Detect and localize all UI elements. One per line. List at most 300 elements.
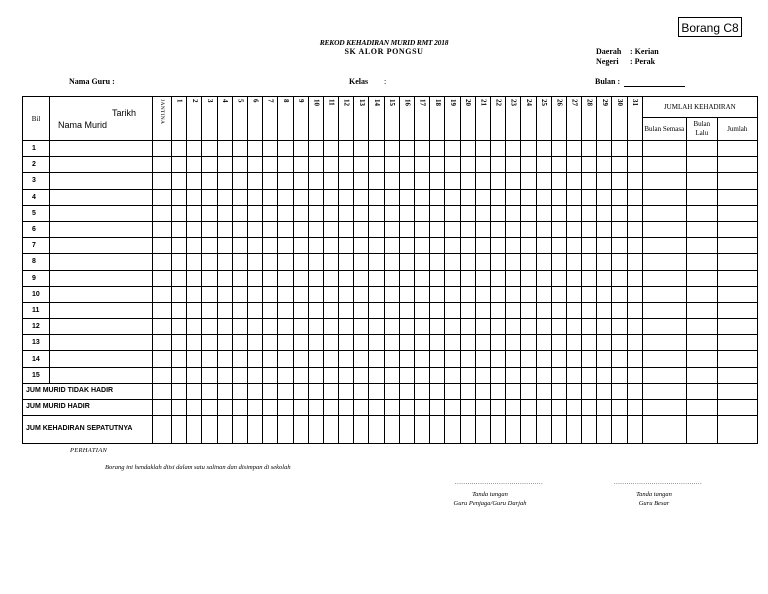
- attendance-cell[interactable]: [521, 383, 536, 399]
- attendance-cell[interactable]: [460, 157, 475, 173]
- attendance-cell[interactable]: [686, 141, 717, 157]
- attendance-cell[interactable]: [153, 415, 172, 443]
- attendance-cell[interactable]: [717, 319, 757, 335]
- attendance-cell[interactable]: [415, 415, 430, 443]
- student-name-cell[interactable]: [50, 157, 153, 173]
- attendance-cell[interactable]: [551, 302, 566, 318]
- attendance-cell[interactable]: [521, 173, 536, 189]
- attendance-cell[interactable]: [354, 141, 369, 157]
- attendance-cell[interactable]: [399, 141, 414, 157]
- attendance-cell[interactable]: [521, 399, 536, 415]
- attendance-cell[interactable]: [597, 383, 612, 399]
- attendance-cell[interactable]: [187, 254, 202, 270]
- attendance-cell[interactable]: [172, 270, 187, 286]
- attendance-cell[interactable]: [278, 157, 293, 173]
- attendance-cell[interactable]: [597, 415, 612, 443]
- attendance-cell[interactable]: [597, 367, 612, 383]
- attendance-cell[interactable]: [293, 351, 308, 367]
- attendance-cell[interactable]: [399, 415, 414, 443]
- attendance-cell[interactable]: [172, 399, 187, 415]
- attendance-cell[interactable]: [247, 141, 262, 157]
- attendance-cell[interactable]: [232, 286, 247, 302]
- attendance-cell[interactable]: [460, 335, 475, 351]
- signature-line-headmaster[interactable]: ..........................................: [614, 480, 703, 486]
- attendance-cell[interactable]: [460, 367, 475, 383]
- attendance-cell[interactable]: [339, 205, 354, 221]
- attendance-cell[interactable]: [263, 399, 278, 415]
- attendance-cell[interactable]: [612, 351, 627, 367]
- attendance-cell[interactable]: [202, 415, 217, 443]
- attendance-cell[interactable]: [263, 335, 278, 351]
- attendance-cell[interactable]: [278, 319, 293, 335]
- attendance-cell[interactable]: [187, 286, 202, 302]
- attendance-cell[interactable]: [566, 335, 581, 351]
- attendance-cell[interactable]: [521, 415, 536, 443]
- attendance-cell[interactable]: [642, 173, 686, 189]
- attendance-cell[interactable]: [686, 415, 717, 443]
- attendance-cell[interactable]: [551, 157, 566, 173]
- attendance-cell[interactable]: [217, 286, 232, 302]
- attendance-cell[interactable]: [323, 205, 338, 221]
- attendance-cell[interactable]: [475, 286, 490, 302]
- attendance-cell[interactable]: [399, 351, 414, 367]
- attendance-cell[interactable]: [384, 302, 399, 318]
- attendance-cell[interactable]: [278, 254, 293, 270]
- attendance-cell[interactable]: [642, 383, 686, 399]
- attendance-cell[interactable]: [384, 335, 399, 351]
- attendance-cell[interactable]: [263, 319, 278, 335]
- attendance-cell[interactable]: [323, 367, 338, 383]
- attendance-cell[interactable]: [232, 254, 247, 270]
- attendance-cell[interactable]: [153, 270, 172, 286]
- attendance-cell[interactable]: [217, 189, 232, 205]
- attendance-cell[interactable]: [232, 319, 247, 335]
- attendance-cell[interactable]: [582, 383, 597, 399]
- student-name-cell[interactable]: [50, 351, 153, 367]
- attendance-cell[interactable]: [339, 319, 354, 335]
- attendance-cell[interactable]: [339, 270, 354, 286]
- attendance-cell[interactable]: [460, 351, 475, 367]
- attendance-cell[interactable]: [415, 270, 430, 286]
- attendance-cell[interactable]: [551, 221, 566, 237]
- attendance-cell[interactable]: [293, 415, 308, 443]
- attendance-cell[interactable]: [293, 254, 308, 270]
- attendance-cell[interactable]: [686, 221, 717, 237]
- attendance-cell[interactable]: [612, 367, 627, 383]
- attendance-cell[interactable]: [247, 157, 262, 173]
- attendance-cell[interactable]: [232, 367, 247, 383]
- attendance-cell[interactable]: [582, 335, 597, 351]
- attendance-cell[interactable]: [445, 286, 460, 302]
- attendance-cell[interactable]: [172, 367, 187, 383]
- attendance-cell[interactable]: [536, 270, 551, 286]
- attendance-cell[interactable]: [460, 238, 475, 254]
- attendance-cell[interactable]: [172, 335, 187, 351]
- attendance-cell[interactable]: [384, 254, 399, 270]
- attendance-cell[interactable]: [475, 254, 490, 270]
- attendance-cell[interactable]: [415, 319, 430, 335]
- attendance-cell[interactable]: [202, 367, 217, 383]
- attendance-cell[interactable]: [717, 238, 757, 254]
- attendance-cell[interactable]: [172, 286, 187, 302]
- attendance-cell[interactable]: [217, 367, 232, 383]
- attendance-cell[interactable]: [627, 238, 642, 254]
- attendance-cell[interactable]: [627, 254, 642, 270]
- attendance-cell[interactable]: [293, 270, 308, 286]
- attendance-cell[interactable]: [506, 351, 521, 367]
- attendance-cell[interactable]: [263, 415, 278, 443]
- attendance-cell[interactable]: [551, 254, 566, 270]
- attendance-cell[interactable]: [384, 399, 399, 415]
- attendance-cell[interactable]: [551, 205, 566, 221]
- attendance-cell[interactable]: [369, 335, 384, 351]
- attendance-cell[interactable]: [717, 335, 757, 351]
- student-name-cell[interactable]: [50, 189, 153, 205]
- attendance-cell[interactable]: [445, 238, 460, 254]
- attendance-cell[interactable]: [597, 205, 612, 221]
- attendance-cell[interactable]: [551, 367, 566, 383]
- attendance-cell[interactable]: [566, 383, 581, 399]
- attendance-cell[interactable]: [217, 399, 232, 415]
- attendance-cell[interactable]: [247, 319, 262, 335]
- attendance-cell[interactable]: [612, 221, 627, 237]
- attendance-cell[interactable]: [717, 189, 757, 205]
- attendance-cell[interactable]: [384, 157, 399, 173]
- attendance-cell[interactable]: [202, 254, 217, 270]
- attendance-cell[interactable]: [202, 141, 217, 157]
- attendance-cell[interactable]: [566, 302, 581, 318]
- attendance-cell[interactable]: [308, 141, 323, 157]
- attendance-cell[interactable]: [293, 302, 308, 318]
- attendance-cell[interactable]: [308, 221, 323, 237]
- attendance-cell[interactable]: [612, 335, 627, 351]
- attendance-cell[interactable]: [339, 399, 354, 415]
- attendance-cell[interactable]: [430, 221, 445, 237]
- attendance-cell[interactable]: [339, 383, 354, 399]
- attendance-cell[interactable]: [172, 221, 187, 237]
- attendance-cell[interactable]: [582, 286, 597, 302]
- attendance-cell[interactable]: [217, 238, 232, 254]
- attendance-cell[interactable]: [686, 351, 717, 367]
- attendance-cell[interactable]: [686, 399, 717, 415]
- attendance-cell[interactable]: [415, 205, 430, 221]
- attendance-cell[interactable]: [232, 221, 247, 237]
- attendance-cell[interactable]: [686, 319, 717, 335]
- attendance-cell[interactable]: [263, 254, 278, 270]
- attendance-cell[interactable]: [293, 319, 308, 335]
- attendance-cell[interactable]: [384, 221, 399, 237]
- attendance-cell[interactable]: [430, 238, 445, 254]
- attendance-cell[interactable]: [475, 399, 490, 415]
- attendance-cell[interactable]: [187, 205, 202, 221]
- attendance-cell[interactable]: [612, 238, 627, 254]
- attendance-cell[interactable]: [475, 319, 490, 335]
- attendance-cell[interactable]: [430, 383, 445, 399]
- attendance-cell[interactable]: [369, 189, 384, 205]
- attendance-cell[interactable]: [445, 157, 460, 173]
- attendance-cell[interactable]: [232, 173, 247, 189]
- attendance-cell[interactable]: [475, 221, 490, 237]
- attendance-cell[interactable]: [415, 399, 430, 415]
- attendance-cell[interactable]: [217, 141, 232, 157]
- attendance-cell[interactable]: [323, 302, 338, 318]
- attendance-cell[interactable]: [475, 415, 490, 443]
- attendance-cell[interactable]: [536, 286, 551, 302]
- attendance-cell[interactable]: [399, 189, 414, 205]
- attendance-cell[interactable]: [153, 367, 172, 383]
- attendance-cell[interactable]: [153, 238, 172, 254]
- attendance-cell[interactable]: [187, 302, 202, 318]
- attendance-cell[interactable]: [445, 270, 460, 286]
- attendance-cell[interactable]: [354, 415, 369, 443]
- attendance-cell[interactable]: [323, 335, 338, 351]
- attendance-cell[interactable]: [369, 157, 384, 173]
- attendance-cell[interactable]: [369, 238, 384, 254]
- attendance-cell[interactable]: [354, 238, 369, 254]
- attendance-cell[interactable]: [323, 286, 338, 302]
- attendance-cell[interactable]: [627, 302, 642, 318]
- attendance-cell[interactable]: [278, 221, 293, 237]
- attendance-cell[interactable]: [323, 157, 338, 173]
- attendance-cell[interactable]: [263, 205, 278, 221]
- attendance-cell[interactable]: [445, 221, 460, 237]
- attendance-cell[interactable]: [278, 302, 293, 318]
- attendance-cell[interactable]: [278, 173, 293, 189]
- attendance-cell[interactable]: [399, 399, 414, 415]
- attendance-cell[interactable]: [430, 319, 445, 335]
- attendance-cell[interactable]: [490, 173, 505, 189]
- attendance-cell[interactable]: [582, 302, 597, 318]
- attendance-cell[interactable]: [202, 351, 217, 367]
- attendance-cell[interactable]: [308, 367, 323, 383]
- attendance-cell[interactable]: [323, 221, 338, 237]
- attendance-cell[interactable]: [384, 189, 399, 205]
- attendance-cell[interactable]: [551, 351, 566, 367]
- attendance-cell[interactable]: [153, 254, 172, 270]
- attendance-cell[interactable]: [263, 238, 278, 254]
- attendance-cell[interactable]: [172, 302, 187, 318]
- attendance-cell[interactable]: [323, 238, 338, 254]
- attendance-cell[interactable]: [460, 302, 475, 318]
- attendance-cell[interactable]: [686, 335, 717, 351]
- student-name-cell[interactable]: [50, 335, 153, 351]
- student-name-cell[interactable]: [50, 205, 153, 221]
- attendance-cell[interactable]: [506, 286, 521, 302]
- attendance-cell[interactable]: [460, 205, 475, 221]
- attendance-cell[interactable]: [612, 302, 627, 318]
- attendance-cell[interactable]: [506, 383, 521, 399]
- attendance-cell[interactable]: [536, 367, 551, 383]
- attendance-cell[interactable]: [475, 157, 490, 173]
- attendance-cell[interactable]: [551, 319, 566, 335]
- attendance-cell[interactable]: [415, 221, 430, 237]
- attendance-cell[interactable]: [430, 367, 445, 383]
- attendance-cell[interactable]: [612, 173, 627, 189]
- attendance-cell[interactable]: [323, 383, 338, 399]
- attendance-cell[interactable]: [187, 351, 202, 367]
- attendance-cell[interactable]: [566, 367, 581, 383]
- attendance-cell[interactable]: [460, 254, 475, 270]
- attendance-cell[interactable]: [506, 221, 521, 237]
- attendance-cell[interactable]: [153, 302, 172, 318]
- attendance-cell[interactable]: [566, 189, 581, 205]
- attendance-cell[interactable]: [399, 173, 414, 189]
- attendance-cell[interactable]: [475, 141, 490, 157]
- attendance-cell[interactable]: [506, 254, 521, 270]
- attendance-cell[interactable]: [293, 173, 308, 189]
- attendance-cell[interactable]: [430, 189, 445, 205]
- attendance-cell[interactable]: [187, 415, 202, 443]
- attendance-cell[interactable]: [717, 286, 757, 302]
- attendance-cell[interactable]: [460, 415, 475, 443]
- attendance-cell[interactable]: [597, 319, 612, 335]
- attendance-cell[interactable]: [642, 415, 686, 443]
- attendance-cell[interactable]: [187, 221, 202, 237]
- attendance-cell[interactable]: [187, 189, 202, 205]
- attendance-cell[interactable]: [247, 238, 262, 254]
- attendance-cell[interactable]: [475, 367, 490, 383]
- attendance-cell[interactable]: [217, 270, 232, 286]
- attendance-cell[interactable]: [717, 270, 757, 286]
- attendance-cell[interactable]: [153, 221, 172, 237]
- attendance-cell[interactable]: [430, 351, 445, 367]
- attendance-cell[interactable]: [153, 286, 172, 302]
- attendance-cell[interactable]: [430, 157, 445, 173]
- attendance-cell[interactable]: [642, 367, 686, 383]
- attendance-cell[interactable]: [232, 189, 247, 205]
- attendance-cell[interactable]: [566, 286, 581, 302]
- attendance-cell[interactable]: [354, 319, 369, 335]
- attendance-cell[interactable]: [582, 141, 597, 157]
- attendance-cell[interactable]: [384, 270, 399, 286]
- attendance-cell[interactable]: [247, 383, 262, 399]
- attendance-cell[interactable]: [308, 254, 323, 270]
- attendance-cell[interactable]: [490, 157, 505, 173]
- attendance-cell[interactable]: [232, 141, 247, 157]
- student-name-cell[interactable]: [50, 221, 153, 237]
- attendance-cell[interactable]: [521, 302, 536, 318]
- attendance-cell[interactable]: [506, 238, 521, 254]
- attendance-cell[interactable]: [612, 157, 627, 173]
- attendance-cell[interactable]: [490, 367, 505, 383]
- attendance-cell[interactable]: [247, 221, 262, 237]
- attendance-cell[interactable]: [460, 319, 475, 335]
- attendance-cell[interactable]: [582, 351, 597, 367]
- attendance-cell[interactable]: [217, 351, 232, 367]
- attendance-cell[interactable]: [172, 238, 187, 254]
- attendance-cell[interactable]: [369, 383, 384, 399]
- attendance-cell[interactable]: [642, 221, 686, 237]
- attendance-cell[interactable]: [172, 319, 187, 335]
- attendance-cell[interactable]: [536, 189, 551, 205]
- attendance-cell[interactable]: [460, 173, 475, 189]
- attendance-cell[interactable]: [278, 141, 293, 157]
- attendance-cell[interactable]: [308, 415, 323, 443]
- attendance-cell[interactable]: [430, 205, 445, 221]
- attendance-cell[interactable]: [263, 383, 278, 399]
- attendance-cell[interactable]: [430, 335, 445, 351]
- attendance-cell[interactable]: [247, 415, 262, 443]
- attendance-cell[interactable]: [627, 189, 642, 205]
- attendance-cell[interactable]: [627, 415, 642, 443]
- attendance-cell[interactable]: [202, 383, 217, 399]
- attendance-cell[interactable]: [339, 157, 354, 173]
- attendance-cell[interactable]: [551, 399, 566, 415]
- attendance-cell[interactable]: [339, 302, 354, 318]
- attendance-cell[interactable]: [369, 270, 384, 286]
- attendance-cell[interactable]: [506, 173, 521, 189]
- attendance-cell[interactable]: [627, 286, 642, 302]
- attendance-cell[interactable]: [521, 319, 536, 335]
- attendance-cell[interactable]: [172, 415, 187, 443]
- attendance-cell[interactable]: [686, 383, 717, 399]
- attendance-cell[interactable]: [263, 173, 278, 189]
- attendance-cell[interactable]: [612, 319, 627, 335]
- attendance-cell[interactable]: [430, 270, 445, 286]
- attendance-cell[interactable]: [686, 157, 717, 173]
- attendance-cell[interactable]: [308, 319, 323, 335]
- attendance-cell[interactable]: [566, 415, 581, 443]
- attendance-cell[interactable]: [642, 189, 686, 205]
- attendance-cell[interactable]: [597, 221, 612, 237]
- attendance-cell[interactable]: [686, 189, 717, 205]
- attendance-cell[interactable]: [551, 383, 566, 399]
- attendance-cell[interactable]: [369, 286, 384, 302]
- attendance-cell[interactable]: [217, 254, 232, 270]
- attendance-cell[interactable]: [415, 157, 430, 173]
- attendance-cell[interactable]: [536, 205, 551, 221]
- attendance-cell[interactable]: [153, 335, 172, 351]
- attendance-cell[interactable]: [521, 367, 536, 383]
- attendance-cell[interactable]: [430, 302, 445, 318]
- attendance-cell[interactable]: [475, 351, 490, 367]
- attendance-cell[interactable]: [566, 141, 581, 157]
- attendance-cell[interactable]: [232, 270, 247, 286]
- attendance-cell[interactable]: [521, 141, 536, 157]
- attendance-cell[interactable]: [582, 399, 597, 415]
- attendance-cell[interactable]: [308, 270, 323, 286]
- attendance-cell[interactable]: [582, 415, 597, 443]
- attendance-cell[interactable]: [460, 221, 475, 237]
- attendance-cell[interactable]: [202, 399, 217, 415]
- attendance-cell[interactable]: [686, 367, 717, 383]
- attendance-cell[interactable]: [536, 302, 551, 318]
- attendance-cell[interactable]: [597, 173, 612, 189]
- attendance-cell[interactable]: [263, 189, 278, 205]
- attendance-cell[interactable]: [627, 205, 642, 221]
- attendance-cell[interactable]: [278, 335, 293, 351]
- attendance-cell[interactable]: [642, 302, 686, 318]
- attendance-cell[interactable]: [384, 205, 399, 221]
- attendance-cell[interactable]: [582, 173, 597, 189]
- attendance-cell[interactable]: [293, 383, 308, 399]
- attendance-cell[interactable]: [460, 141, 475, 157]
- attendance-cell[interactable]: [384, 351, 399, 367]
- attendance-cell[interactable]: [536, 383, 551, 399]
- attendance-cell[interactable]: [415, 383, 430, 399]
- attendance-cell[interactable]: [293, 238, 308, 254]
- attendance-cell[interactable]: [475, 335, 490, 351]
- attendance-cell[interactable]: [521, 351, 536, 367]
- attendance-cell[interactable]: [187, 383, 202, 399]
- attendance-cell[interactable]: [369, 254, 384, 270]
- attendance-cell[interactable]: [445, 351, 460, 367]
- attendance-cell[interactable]: [293, 399, 308, 415]
- attendance-cell[interactable]: [293, 141, 308, 157]
- attendance-cell[interactable]: [369, 141, 384, 157]
- attendance-cell[interactable]: [369, 399, 384, 415]
- attendance-cell[interactable]: [278, 367, 293, 383]
